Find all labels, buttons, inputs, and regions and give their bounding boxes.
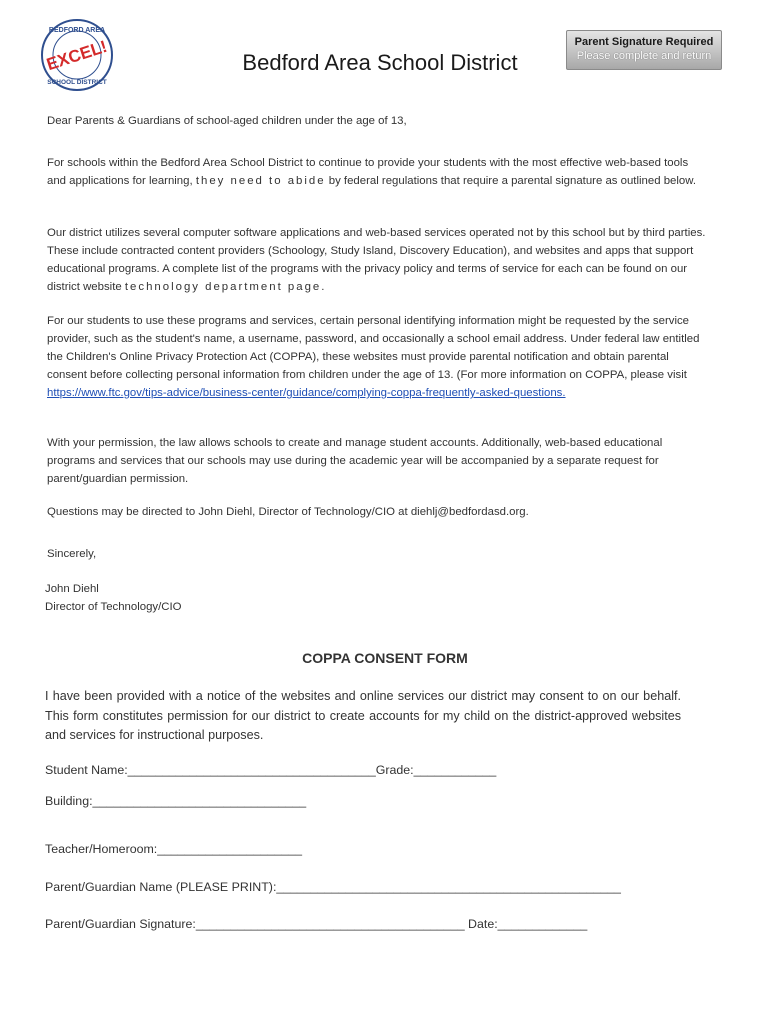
p1-text-c: by federal regulations that require a parental signature as outlined below.: [328, 175, 697, 187]
paragraph-3: [47, 312, 707, 402]
p1-text-a: For schools within the Bedford Area School District to continue to provide your students with the most effective web-based tools and applications for learning,: [47, 157, 689, 187]
p2-text-a: Our district utilizes several computer software applications and web-based services operated not by this school but by third parties. These include contracted content providers (Schoology, Study Island, Discovery Education), and websites and apps that support educational programs. A complete list of the programs with the privacy policy and terms of service for each can be found on our district website: [47, 227, 706, 293]
student-name-grade-field[interactable]: Student Name:____________________________________Grade:____________: [45, 763, 497, 777]
signature-required-badge: [566, 30, 722, 70]
badge-line1: Parent Signature Required: [574, 36, 714, 48]
p3-text-a: For our students to use these programs and services, certain personal identifying information might be requested by the service provider, such as the student's name, a username, password, and occasionally a school email address. Under federal law entitled the Children's Online Privacy Protection Act (COPPA), these websites must provide parental notification and obtain parental consent before collecting personal information from children under the age of 13. (For more information on COPPA, please visit: [47, 315, 700, 381]
consent-statement: I have been provided with a notice of the websites and online services our district may consent to on our behalf. This form constitutes permission for our district to create accounts for my child on the district-approved websites and services for instructional purposes.: [45, 689, 681, 742]
p2-text-c: .: [321, 281, 325, 293]
greeting: Dear Parents & Guardians of school-aged children under the age of 13,: [47, 115, 407, 127]
paragraph-2: [47, 224, 707, 296]
paragraph-1: [47, 154, 707, 190]
paragraph-5: Questions may be directed to John Diehl, Director of Technology/CIO at diehlj@bedfordasd.org.: [47, 506, 529, 518]
district-logo: [40, 18, 114, 92]
teacher-homeroom-field[interactable]: Teacher/Homeroom:_____________________: [45, 842, 302, 856]
closing: Sincerely,: [47, 548, 97, 560]
logo-text-top: BEDFORD AREA: [48, 27, 106, 34]
page-title: Bedford Area School District: [242, 50, 518, 75]
guardian-name-field[interactable]: Parent/Guardian Name (PLEASE PRINT):__________________________________________________: [45, 880, 621, 894]
badge-line2: Please complete and return: [576, 50, 712, 62]
signer-title: Director of Technology/CIO: [45, 601, 182, 613]
logo-text-center: EXCEL!: [44, 36, 110, 75]
building-field[interactable]: Building:_______________________________: [45, 794, 307, 808]
coppa-faq-link[interactable]: https://www.ftc.gov/tips-advice/business-center/guidance/complying-coppa-frequently-asked-questions.: [47, 387, 566, 399]
guardian-signature-date-field[interactable]: Parent/Guardian Signature:_______________________________________ Date:_____________: [45, 917, 588, 931]
logo-text-bottom: SCHOOL DISTRICT: [47, 79, 107, 86]
form-title: COPPA CONSENT FORM: [302, 650, 468, 666]
p1-text-b: they need to abide: [195, 175, 326, 187]
paragraph-4: With your permission, the law allows schools to create and manage student accounts. Additionally, web-based educational programs and services that our schools may use during the academic year will be accompanied by a separate request for parent/guardian permission.: [47, 437, 663, 485]
signer-name: John Diehl: [45, 583, 99, 595]
p2-text-b: technology department page: [124, 281, 322, 293]
